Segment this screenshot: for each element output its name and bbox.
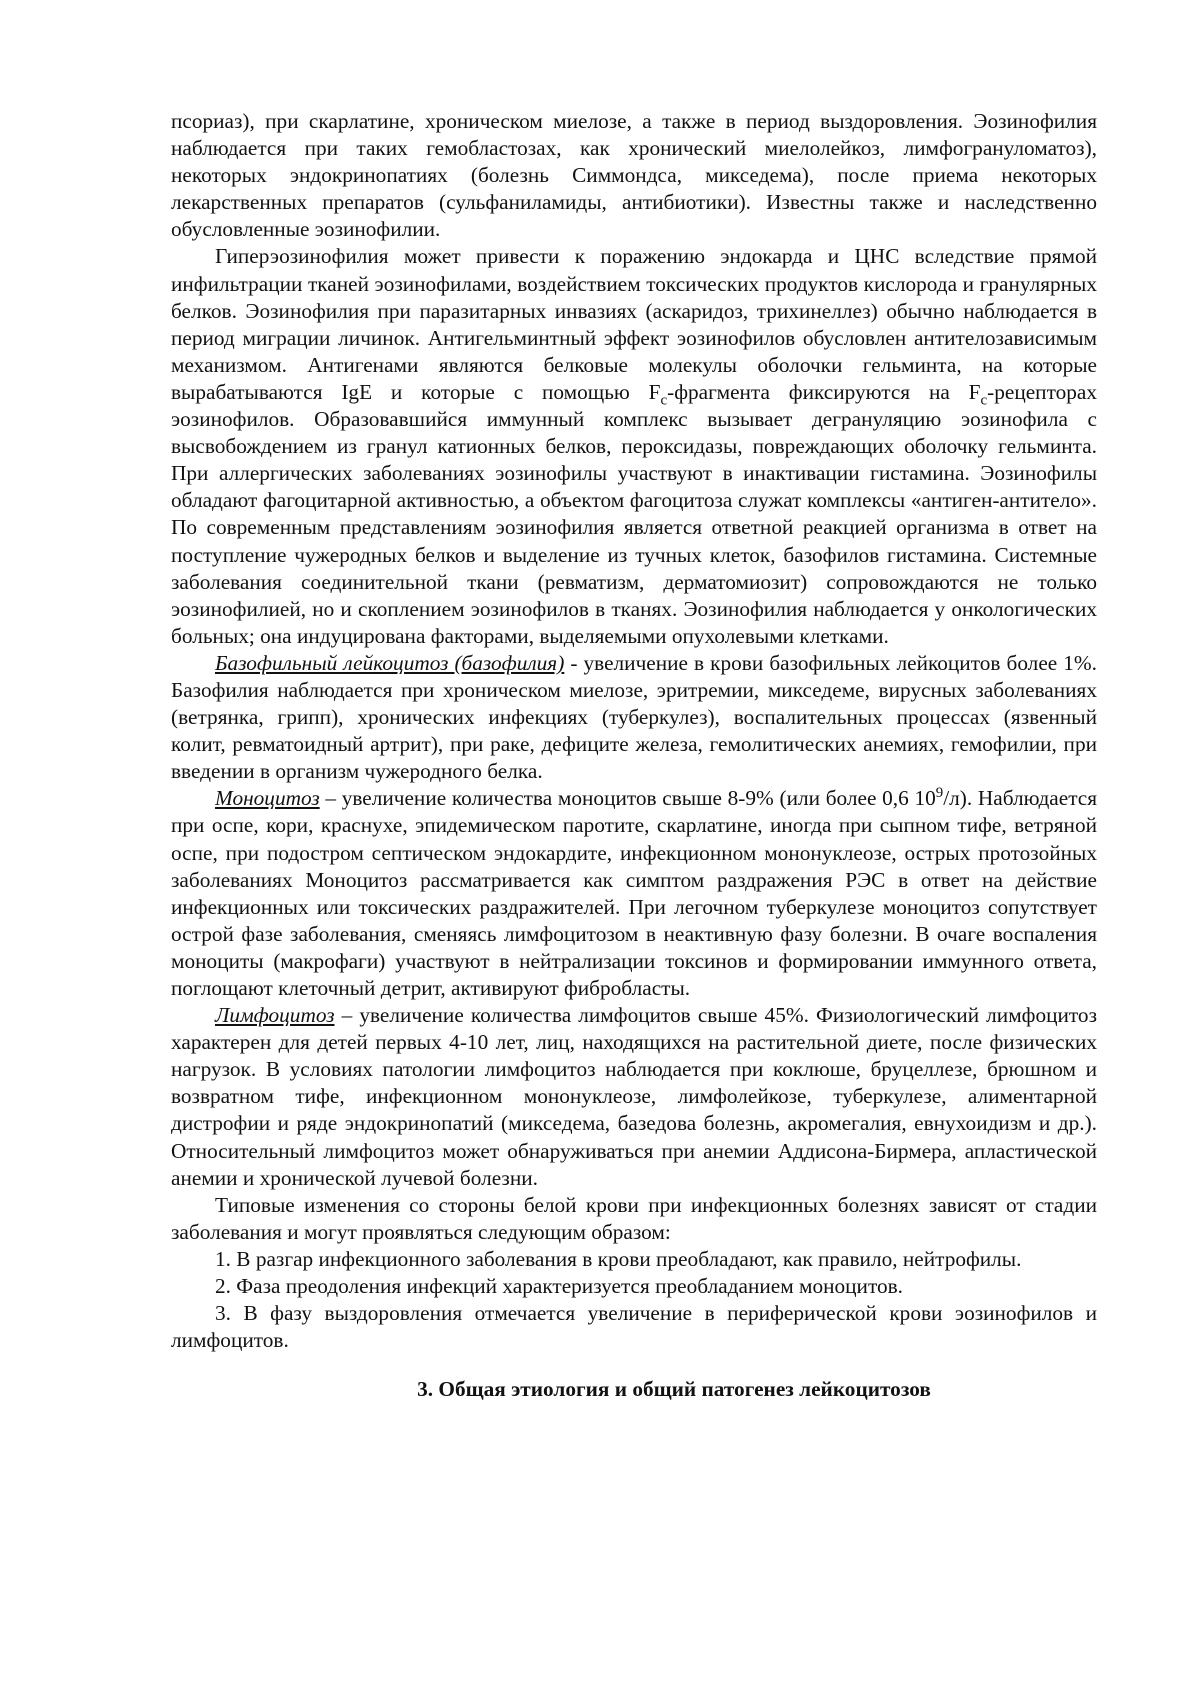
paragraph-text: Гиперэозинофилия может привести к поражению эндокарда и ЦНС вследствие прямой инфильтрации тканей эозинофилами, воздействием токсических продуктов кислорода и гранулярных белков. Эозинофилия при паразитарных инвазиях (аскаридоз, трихинеллез) обычно наблюдается в период миграции личинок. Антигельминтный эффект эозинофилов обусловлен антителозависимым механизмом. Антигенами являются белковые молекулы оболочки гельминта, на которые вырабатываются IgE и которые с помощью F (171, 244, 1097, 404)
paragraph-typical-changes: Типовые изменения со стороны белой крови при инфекционных болезнях зависят от стадии заболевания и могут проявляться следующим образом: (171, 1192, 1097, 1244)
term-basophilia: Базофильный лейкоцитоз (базофилия) (215, 650, 565, 675)
paragraph-text: - увеличение в крови базофильных лейкоцитов более 1%. Базофилия наблюдается при хроническом миелозе, эритремии, микседеме, вирусных заболеваниях (ветрянка, грипп), хронических инфекциях (туберкулез), воспалительных процессах (язвенный колит, ревматоидный артрит), при раке, дефиците железа, гемолитических анемиях, гемофилии, при введении в организм чужеродного белка. (171, 650, 1097, 784)
list-item: 1. В разгар инфекционного заболевания в крови преобладают, как правило, нейтрофилы. (215, 1246, 1022, 1271)
paragraph-monocytosis (171, 785, 1097, 1002)
subscript: c (980, 392, 988, 409)
subscript: c (660, 392, 668, 409)
term-monocytosis: Моноцитоз (215, 786, 320, 811)
paragraph-basophilia (171, 650, 1097, 785)
paragraph-text: -фрагмента фиксируются на F (667, 379, 981, 404)
paragraph-text: – увеличение количества моноцитов свыше 8-9% (или более 0,6 10 (319, 786, 936, 811)
paragraph-hypereosinophilia (171, 243, 1097, 649)
paragraph-text: – увеличение количества лимфоцитов свыше 45%. Физиологический лимфоцитоз характерен для детей первых 4-10 лет, лиц, находящихся на растительной диете, после физических нагрузок. В условиях патологии лимфоцитоз наблюдается при коклюше, бруцеллезе, брюшном и возвратном тифе, инфекционном мононуклеозе, лимфолейкозе, туберкулезе, алиментарной дистрофии и ряде эндокринопатий (микседема, базедова болезнь, акромегалия, евнухоидизм и др.). Относительный лимфоцитоз может обнаруживаться при анемии Аддисона-Бирмера, апластической анемии и хронической лучевой болезни. (171, 1003, 1097, 1190)
superscript: 9 (935, 785, 944, 802)
section-heading: 3. Общая этиология и общий патогенез лейкоцитозов (417, 1377, 931, 1402)
paragraph-text: /л). Наблюдается при оспе, кори, краснухе, эпидемическом паротите, скарлатине, иногда при сыпном тифе, ветряной оспе, при подостром септическом эндокардите, инфекционном мононуклеозе, острых протозойных заболеваниях Моноцитоз рассматривается как симптом раздражения РЭС в ответ на действие инфекционных или токсических раздражителей. При легочном туберкулезе моноцитоз сопутствует острой фазе заболевания, сменяясь лимфоцитозом в неактивную фазу болезни. В очаге воспаления моноциты (макрофаги) участвуют в нейтрализации токсинов и формировании иммунного ответа, поглощают клеточный детрит, активируют фибробласты. (171, 786, 1098, 1000)
document-page (171, 108, 1097, 1403)
list-item: 3. В фазу выздоровления отмечается увеличение в периферической крови эозинофилов и лимфоцитов. (171, 1301, 1097, 1353)
term-lymphocytosis: Лимфоцитоз (215, 1003, 335, 1028)
paragraph-text: -рецепторах эозинофилов. Образовавшийся иммунный комплекс вызывает дегрануляцию эозинофила с высвобождением из гранул катионных белков, пероксидазы, повреждающих оболочку гельминта. При аллергических заболеваниях эозинофилы участвуют в инактивации гистамина. Эозинофилы обладают фагоцитарной активностью, а объектом фагоцитоза служат комплексы «антиген-антитело». По современным представлениям эозинофилия является ответной реакцией организма в ответ на поступление чужеродных белков и выделение из тучных клеток, базофилов гистамина. Системные заболевания соединительной ткани (ревматизм, дерматомиозит) сопровождаются не только эозинофилией, но и скоплением эозинофилов в тканях. Эозинофилия наблюдается у онкологических больных; она индуцирована факторами, выделяемыми опухолевыми клетками. (171, 379, 1097, 648)
list-item: 2. Фаза преодоления инфекций характеризуется преобладанием моноцитов. (215, 1274, 904, 1299)
paragraph-lymphocytosis (171, 1002, 1097, 1192)
paragraph-eosinophilia-causes: псориаз), при скарлатине, хроническом миелозе, а также в период выздоровления. Эозинофилия наблюдается при таких гемобластозах, как хронический миелолейкоз, лимфогрануломатоз), некоторых эндокринопатиях (болезнь Симмондса, микседема), после приема некоторых лекарственных препаратов (сульфаниламиды, антибиотики). Известны также и наследственно обусловленные эозинофилии. (171, 109, 1097, 242)
